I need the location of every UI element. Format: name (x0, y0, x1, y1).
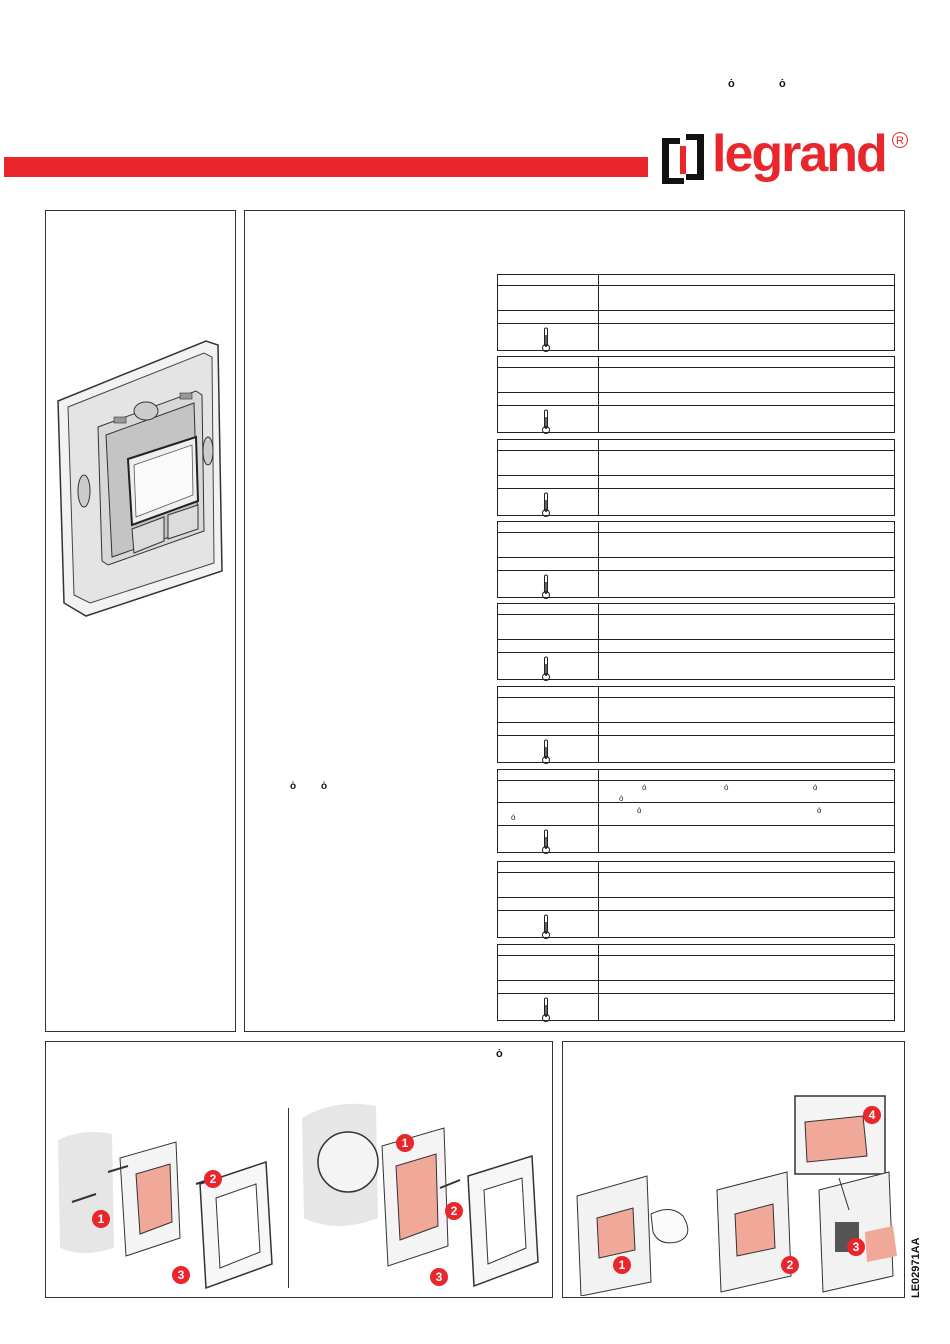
spec-table-label-cell (498, 723, 599, 735)
spec-table-label-cell (498, 981, 599, 993)
thermostat-product-illustration (46, 331, 237, 751)
thermometer-icon (540, 829, 552, 855)
spec-table-label-cell (498, 653, 599, 679)
spec-table-row (497, 285, 895, 311)
thermometer-icon (540, 492, 552, 518)
spec-table-label-cell (498, 368, 599, 392)
spec-table-row (497, 735, 895, 763)
spec-table-row (497, 323, 895, 351)
step-badge: 3 (430, 1268, 448, 1286)
header-red-bar (4, 157, 648, 177)
spec-table-row (497, 897, 895, 911)
spec-table-label-cell (498, 826, 599, 852)
spec-table-row (497, 802, 895, 826)
spec-table-label-cell (498, 640, 599, 652)
spec-table-label-cell (498, 911, 599, 937)
spec-table-label-cell (498, 393, 599, 405)
spec-table-row (497, 825, 895, 853)
spec-table-row (497, 652, 895, 680)
spec-table-label-cell (498, 698, 599, 722)
spec-table-row (497, 872, 895, 898)
legrand-symbol-icon (660, 132, 708, 186)
flush-mount-illustration (296, 1098, 546, 1298)
spec-table-label-cell (498, 311, 599, 323)
label-replacement-panel (562, 1041, 905, 1298)
spec-table-label-cell (498, 476, 599, 488)
registered-mark: R (892, 132, 908, 148)
spec-table-row (497, 570, 895, 598)
degree-mark: ȯ (321, 781, 328, 792)
spec-table-row (497, 697, 895, 723)
step-badge: 1 (613, 1256, 631, 1274)
document-code-text: LE02971AA (910, 1237, 922, 1298)
document-code (906, 1237, 926, 1300)
spec-table-label-cell (498, 286, 599, 310)
spec-table-label-cell (498, 451, 599, 475)
product-image-panel (45, 210, 236, 1032)
step-badge: 2 (445, 1202, 463, 1220)
spec-table-row (497, 557, 895, 571)
legrand-logo (660, 125, 910, 192)
spec-table-label-cell (498, 440, 599, 450)
thermometer-icon (540, 914, 552, 940)
step-badge: 1 (396, 1134, 414, 1152)
spec-table-label-cell (498, 945, 599, 955)
spec-table-label-cell (498, 533, 599, 557)
spec-table-row (497, 450, 895, 476)
degree-mark: ȯ (642, 783, 647, 792)
step-badge: 1 (92, 1210, 110, 1228)
degree-mark: ȯ (817, 806, 822, 815)
spec-table-row (497, 980, 895, 994)
spec-table-row (497, 475, 895, 489)
degree-mark: ȯ (619, 794, 624, 803)
thermometer-icon (540, 997, 552, 1023)
spec-table-label-cell (498, 687, 599, 697)
spec-table-row (497, 955, 895, 981)
degree-mark: ȯ (813, 783, 818, 792)
degree-mark: ȯ (779, 78, 786, 90)
spec-table-label-cell (498, 406, 599, 432)
spec-table-row (497, 910, 895, 938)
spec-table-label-cell (498, 781, 599, 802)
spec-table-label-cell (498, 275, 599, 285)
spec-table-row (497, 614, 895, 640)
spec-table-label-cell (498, 571, 599, 597)
step-badge: 2 (781, 1256, 799, 1274)
degree-mark: ȯ (724, 783, 729, 792)
spec-table-label-cell (498, 898, 599, 910)
spec-table-label-cell (498, 522, 599, 532)
spec-table-row (497, 310, 895, 324)
spec-table-label-cell (498, 770, 599, 780)
legrand-wordmark: legrand (712, 125, 886, 183)
spec-table-label-cell (498, 994, 599, 1020)
step-badge: 4 (863, 1106, 881, 1124)
spec-table-label-cell (498, 558, 599, 570)
spec-table-label-cell (498, 357, 599, 367)
spec-table-row (497, 722, 895, 736)
spec-table-label-cell (498, 956, 599, 980)
spec-table-row (497, 993, 895, 1021)
spec-table-row (497, 367, 895, 393)
degree-mark: ȯ (290, 781, 297, 792)
spec-table-row (497, 488, 895, 516)
step-badge: 3 (172, 1266, 190, 1284)
degree-mark: ȯ (637, 806, 642, 815)
spec-table-label-cell (498, 862, 599, 872)
spec-table-row (497, 532, 895, 558)
thermometer-icon (540, 574, 552, 600)
thermometer-icon (540, 656, 552, 682)
spec-table-label-cell (498, 489, 599, 515)
spec-table-row (497, 405, 895, 433)
spec-table-row (497, 639, 895, 653)
step-badge: 2 (204, 1170, 222, 1188)
spec-table-label-cell (498, 604, 599, 614)
surface-mount-illustration (52, 1098, 292, 1298)
spec-table-label-cell (498, 615, 599, 639)
step-badge: 3 (847, 1238, 865, 1256)
spec-table-row (497, 392, 895, 406)
degree-mark: ȯ (728, 78, 735, 90)
degree-mark: ȯ (511, 813, 516, 822)
thermometer-icon (540, 409, 552, 435)
installation-panel (45, 1041, 553, 1298)
spec-table-row (497, 780, 895, 803)
spec-table-label-cell (498, 873, 599, 897)
spec-table-label-cell (498, 324, 599, 350)
spec-table-label-cell (498, 736, 599, 762)
thermometer-icon (540, 739, 552, 765)
thermometer-icon (540, 327, 552, 353)
degree-mark: ȯ (496, 1048, 503, 1060)
